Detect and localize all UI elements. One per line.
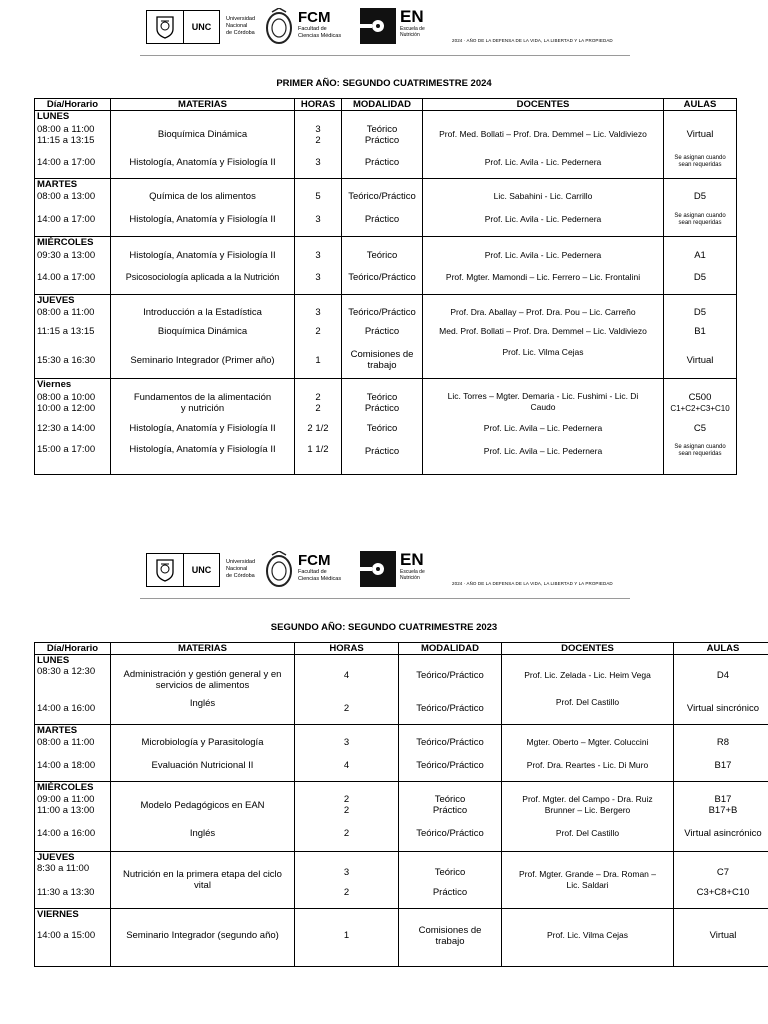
day-label: MARTES <box>35 178 111 190</box>
subject-cell: Inglés <box>111 694 295 724</box>
table-row <box>35 736 768 750</box>
table-row <box>35 666 768 694</box>
table-row <box>35 390 737 416</box>
en-label <box>400 551 425 581</box>
room-note: sean requeridas <box>678 162 722 169</box>
fcm-seal-icon <box>264 8 294 46</box>
subject-cell: Inglés <box>111 817 295 851</box>
hours-cell: 1 <box>295 343 342 379</box>
day-label: MARTES <box>35 724 111 736</box>
time-cell: 14:00 a 17:00 <box>35 147 111 178</box>
time-cell: 15:00 a 17:00 <box>35 440 111 474</box>
table-header-row <box>35 99 737 111</box>
en-logo-icon <box>360 8 396 44</box>
teachers-cell: Mgter. Oberto – Mgter. Coluccini <box>502 736 674 750</box>
mode-cell: trabajo <box>435 936 465 947</box>
day-label: LUNES <box>35 111 111 123</box>
hours-cell: 2 <box>295 817 399 851</box>
table-header-row <box>35 643 768 655</box>
teachers-cell: Prof. Del Castillo <box>502 817 674 851</box>
table-row <box>35 920 768 966</box>
room-cell: B17 <box>674 750 768 782</box>
time-cell: 14:00 a 18:00 <box>35 750 111 782</box>
uni-name <box>226 559 255 580</box>
day-row <box>35 655 768 667</box>
hours-cell: 2 <box>295 694 399 724</box>
en-line: Escuela de <box>400 569 425 575</box>
time-cell: 10:00 a 12:00 <box>37 403 96 414</box>
room-cell: Virtual asincrónico <box>674 817 768 851</box>
year1-schedule-table <box>34 98 737 475</box>
mode-cell: Práctico <box>342 147 423 178</box>
mode-cell: Teórico <box>342 248 423 262</box>
mode-cell: Teórico/Práctico <box>342 262 423 294</box>
hours-cell: 4 <box>295 750 399 782</box>
mode-cell: Teórico/Práctico <box>342 306 423 320</box>
room-cell: C500 <box>688 392 712 403</box>
day-row <box>35 851 768 863</box>
unc-abbr: UNC <box>183 10 220 44</box>
hours-cell: 3 <box>295 248 342 262</box>
room-note: Se asignan cuando <box>674 155 726 162</box>
mode-cell: Teórico/Práctico <box>342 190 423 204</box>
hours-cell: 2 <box>343 805 350 816</box>
teachers-cell: Prof. Lic. Avila - Lic. Pedernera <box>423 147 664 178</box>
time-cell: 11:30 a 13:30 <box>35 883 111 909</box>
subject-cell: y nutrición <box>180 403 225 414</box>
mode-cell: Práctico <box>364 403 400 414</box>
time-cell: 14.00 a 17:00 <box>35 262 111 294</box>
hours-cell: 3 <box>295 204 342 237</box>
subject-cell: Administración y gestión general y en <box>123 669 282 680</box>
teachers-cell: Lic. Sabahini - Lic. Carrillo <box>423 190 664 204</box>
room-cell: C5 <box>664 416 737 440</box>
subject-cell: Bioquímica Dinámica <box>111 122 295 147</box>
table-row <box>35 190 737 204</box>
mode-cell: Teórico <box>366 123 398 135</box>
teachers-cell: Prof. Dra. Reartes - Lic. Di Muro <box>502 750 674 782</box>
subject-cell: Seminario Integrador (Primer año) <box>111 343 295 379</box>
fcm-label <box>298 10 341 40</box>
day-row <box>35 782 768 794</box>
table-row <box>35 416 737 440</box>
header-logos-2 <box>140 550 630 599</box>
table-row <box>35 320 737 343</box>
time-cell: 11:15 a 13:15 <box>35 320 111 343</box>
day-label: Viernes <box>35 379 111 391</box>
teachers-cell: Prof. Dra. Aballay – Prof. Dra. Pou – Lic. Carreño <box>423 306 664 320</box>
subject-cell: Nutrición en la primera etapa del ciclo <box>123 868 282 880</box>
col-header: DOCENTES <box>502 643 674 655</box>
subject-cell: vital <box>194 879 211 891</box>
en-line: Escuela de <box>400 26 425 32</box>
room-cell: Virtual sincrónico <box>674 694 768 724</box>
hours-cell: 2 <box>315 134 321 146</box>
subject-cell: Histología, Anatomía y Fisiología II <box>111 248 295 262</box>
subject-cell: Psicosociología aplicada a la Nutrición <box>111 262 295 294</box>
uni-name <box>226 16 255 37</box>
subject-cell: Introducción a la Estadística <box>111 306 295 320</box>
teachers-cell: Caudo <box>530 402 556 412</box>
mode-cell: Comisiones de <box>350 349 414 361</box>
day-row <box>35 237 737 249</box>
mode-cell: Práctico <box>399 883 502 909</box>
room-cell: Virtual <box>674 920 768 966</box>
day-row <box>35 379 737 391</box>
fcm-seal-icon <box>264 551 294 589</box>
subject-cell: Histología, Anatomía y Fisiología II <box>111 416 295 440</box>
subject-cell: Histología, Anatomía y Fisiología II <box>111 147 295 178</box>
mode-cell: Teórico/Práctico <box>399 666 502 694</box>
col-header: HORAS <box>295 99 342 111</box>
table-row <box>35 694 768 724</box>
day-label: VIERNES <box>35 909 111 921</box>
subject-cell: Bioquímica Dinámica <box>111 320 295 343</box>
fcm-abbr: FCM <box>298 9 331 26</box>
time-cell: 8:30 a 11:00 <box>35 863 111 883</box>
col-header: Día/Horario <box>35 643 111 655</box>
mode-cell: Teórico/Práctico <box>399 750 502 782</box>
time-cell: 11:15 a 13:15 <box>37 134 95 146</box>
day-row <box>35 909 768 921</box>
room-cell: D5 <box>664 262 737 294</box>
time-cell: 08:00 a 13:00 <box>35 190 111 204</box>
subject-cell: Fundamentos de la alimentación <box>133 392 272 403</box>
en-logo-icon <box>360 551 396 587</box>
unc-shield-icon <box>146 553 184 587</box>
day-row <box>35 724 768 736</box>
mode-cell: Teórico <box>342 416 423 440</box>
room-cell: B17+B <box>708 805 738 816</box>
day-label: JUEVES <box>35 294 111 306</box>
col-header: MODALIDAD <box>399 643 502 655</box>
col-header: Día/Horario <box>35 99 111 111</box>
room-note: Se asignan cuando <box>674 212 726 219</box>
en-label <box>400 8 425 38</box>
subject-cell: servicios de alimentos <box>155 680 250 691</box>
en-line: Nutrición <box>400 575 420 581</box>
teachers-cell: Prof. Mgter. Mamondi – Lic. Ferrero – Lic. Frontalini <box>423 262 664 294</box>
hours-cell: 1 <box>295 920 399 966</box>
day-label: MIÉRCOLES <box>35 782 111 794</box>
hours-cell: 5 <box>295 190 342 204</box>
en-abbr: EN <box>400 7 424 26</box>
teachers-cell: Prof. Med. Bollati – Prof. Dra. Demmel – Lic. Valdiviezo <box>423 122 664 147</box>
room-cell: B1 <box>664 320 737 343</box>
teachers-cell: Prof. Lic. Avila – Lic. Pedernera <box>423 416 664 440</box>
subject-cell: Histología, Anatomía y Fisiología II <box>111 204 295 237</box>
table-row <box>35 817 768 851</box>
year-motto: 2024 · AÑO DE LA DEFENSA DE LA VIDA, LA LIBERTAD Y LA PROPIEDAD <box>452 581 613 586</box>
room-cell: Virtual <box>664 122 737 147</box>
table-row <box>35 440 737 474</box>
uni-line: de Córdoba <box>226 30 255 36</box>
teachers-cell: Prof. Lic. Vilma Cejas <box>502 920 674 966</box>
room-cell: B17 <box>714 794 732 805</box>
time-cell: 08:00 a 10:00 <box>37 392 96 403</box>
subject-cell: Evaluación Nutricional II <box>111 750 295 782</box>
teachers-cell: Med. Prof. Bollati – Prof. Dra. Demmel – Lic. Valdiviezo <box>423 320 664 343</box>
fcm-line: Facultad de <box>298 569 327 575</box>
mode-cell: Teórico/Práctico <box>399 694 502 724</box>
fcm-line: Facultad de <box>298 26 327 32</box>
time-cell: 08:00 a 11:00 <box>37 123 95 135</box>
hours-cell: 3 <box>295 147 342 178</box>
room-cell: A1 <box>664 248 737 262</box>
room-cell: C7 <box>674 863 768 883</box>
hours-cell: 1 1/2 <box>295 440 342 474</box>
room-cell: R8 <box>674 736 768 750</box>
teachers-cell: Prof. Lic. Avila - Lic. Pedernera <box>423 204 664 237</box>
hours-cell: 3 <box>295 863 399 883</box>
time-cell: 14:00 a 17:00 <box>35 204 111 237</box>
table-row <box>35 147 737 178</box>
hours-cell: 3 <box>315 123 321 135</box>
time-cell: 14:00 a 15:00 <box>35 920 111 966</box>
room-cell: D4 <box>674 666 768 694</box>
table-row <box>35 122 737 147</box>
teachers-cell: Brunner – Lic. Bergero <box>544 805 631 815</box>
day-label: MIÉRCOLES <box>35 237 111 249</box>
teachers-cell: Lic. Torres – Mgter. Demaria - Lic. Fushimi - Lic. Di <box>447 391 639 401</box>
room-cell: C1+C2+C3+C10 <box>670 404 730 413</box>
mode-cell: Práctico <box>342 320 423 343</box>
fcm-label <box>298 553 341 583</box>
room-cell: D5 <box>664 306 737 320</box>
uni-line: Nacional <box>226 566 248 572</box>
col-header: HORAS <box>295 643 399 655</box>
time-cell: 14:00 a 16:00 <box>35 694 111 724</box>
hours-cell: 2 <box>315 392 321 403</box>
unc-abbr: UNC <box>183 553 220 587</box>
subject-cell: Microbiología y Parasitología <box>111 736 295 750</box>
subject-cell: Histología, Anatomía y Fisiología II <box>111 440 295 474</box>
room-cell: C3+C8+C10 <box>674 883 768 909</box>
table-row <box>35 262 737 294</box>
time-cell: 11:00 a 13:00 <box>37 805 95 816</box>
uni-line: Universidad <box>226 559 256 565</box>
mode-cell: trabajo <box>367 360 397 372</box>
en-line: Nutrición <box>400 32 420 38</box>
hours-cell: 2 <box>295 320 342 343</box>
col-header: MATERIAS <box>111 643 295 655</box>
table-row <box>35 750 768 782</box>
col-header: MATERIAS <box>111 99 295 111</box>
hours-cell: 2 <box>343 794 350 805</box>
unc-shield-icon <box>146 10 184 44</box>
fcm-line: Ciencias Médicas <box>298 576 342 582</box>
mode-cell: Teórico <box>399 863 502 883</box>
room-cell: D5 <box>664 190 737 204</box>
day-label: JUEVES <box>35 851 111 863</box>
col-header: MODALIDAD <box>342 99 423 111</box>
uni-line: Universidad <box>226 16 256 22</box>
room-note: Se asignan cuando <box>674 444 726 450</box>
table-row <box>35 793 768 817</box>
table-row <box>35 204 737 237</box>
uni-line: Nacional <box>226 23 248 29</box>
subject-cell: Química de los alimentos <box>111 190 295 204</box>
mode-cell: Práctico <box>432 805 468 816</box>
mode-cell: Práctico <box>342 204 423 237</box>
year2-schedule-table <box>34 642 768 967</box>
day-label: LUNES <box>35 655 111 667</box>
hours-cell: 3 <box>295 262 342 294</box>
hours-cell: 3 <box>295 736 399 750</box>
time-cell: 08:30 a 12:30 <box>35 666 111 694</box>
teachers-cell: Prof. Lic. Avila – Lic. Pedernera <box>423 440 664 474</box>
fcm-line: Ciencias Médicas <box>298 33 342 39</box>
teachers-cell: Prof. Del Castillo <box>502 694 674 724</box>
time-cell: 09:00 a 11:00 <box>37 794 95 805</box>
col-header: AULAS <box>674 643 768 655</box>
mode-cell: Teórico/Práctico <box>399 736 502 750</box>
teachers-cell: Prof. Mgter. Grande – Dra. Roman – <box>518 868 656 879</box>
room-note: sean requeridas <box>678 219 722 226</box>
subject-cell: Modelo Pedagógicos en EAN <box>111 793 295 817</box>
subject-cell: Seminario Integrador (segundo año) <box>111 920 295 966</box>
time-cell: 15:30 a 16:30 <box>35 343 111 379</box>
col-header: AULAS <box>664 99 737 111</box>
fcm-abbr: FCM <box>298 552 331 569</box>
time-cell: 09:30 a 13:00 <box>35 248 111 262</box>
room-cell: Virtual <box>664 343 737 379</box>
time-cell: 08:00 a 11:00 <box>35 736 111 750</box>
uni-line: de Córdoba <box>226 573 255 579</box>
teachers-cell: Lic. Saldari <box>566 879 609 890</box>
day-row <box>35 294 737 306</box>
hours-cell: 2 <box>295 883 399 909</box>
hours-cell: 2 <box>315 403 321 414</box>
day-row <box>35 111 737 123</box>
mode-cell: Teórico <box>434 794 466 805</box>
teachers-cell: Prof. Lic. Vilma Cejas <box>423 343 664 379</box>
col-header: DOCENTES <box>423 99 664 111</box>
year-motto: 2024 · AÑO DE LA DEFENSA DE LA VIDA, LA LIBERTAD Y LA PROPIEDAD <box>452 38 613 43</box>
time-cell: 14:00 a 16:00 <box>35 817 111 851</box>
day-row <box>35 178 737 190</box>
time-cell: 12:30 a 14:00 <box>35 416 111 440</box>
time-cell: 08:00 a 11:00 <box>35 306 111 320</box>
mode-cell: Práctico <box>342 440 423 474</box>
mode-cell: Práctico <box>364 134 400 146</box>
room-note: sean requeridas <box>678 451 722 457</box>
teachers-cell: Prof. Mgter. del Campo - Dra. Ruiz <box>522 794 653 804</box>
header-logos-1 <box>140 7 630 56</box>
teachers-cell: Prof. Lic. Avila - Lic. Pedernera <box>423 248 664 262</box>
hours-cell: 4 <box>295 666 399 694</box>
teachers-cell: Prof. Lic. Zelada - Lic. Heim Vega <box>502 666 674 694</box>
table-row <box>35 248 737 262</box>
year2-title: SEGUNDO AÑO: SEGUNDO CUATRIMESTRE 2023 <box>270 622 498 633</box>
mode-cell: Teórico/Práctico <box>399 817 502 851</box>
hours-cell: 2 1/2 <box>295 416 342 440</box>
mode-cell: Teórico <box>366 392 398 403</box>
mode-cell: Comisiones de <box>418 925 482 936</box>
year1-title: PRIMER AÑO: SEGUNDO CUATRIMESTRE 2024 <box>276 78 492 89</box>
en-abbr: EN <box>400 550 424 569</box>
table-row <box>35 306 737 320</box>
table-row <box>35 343 737 379</box>
hours-cell: 3 <box>295 306 342 320</box>
